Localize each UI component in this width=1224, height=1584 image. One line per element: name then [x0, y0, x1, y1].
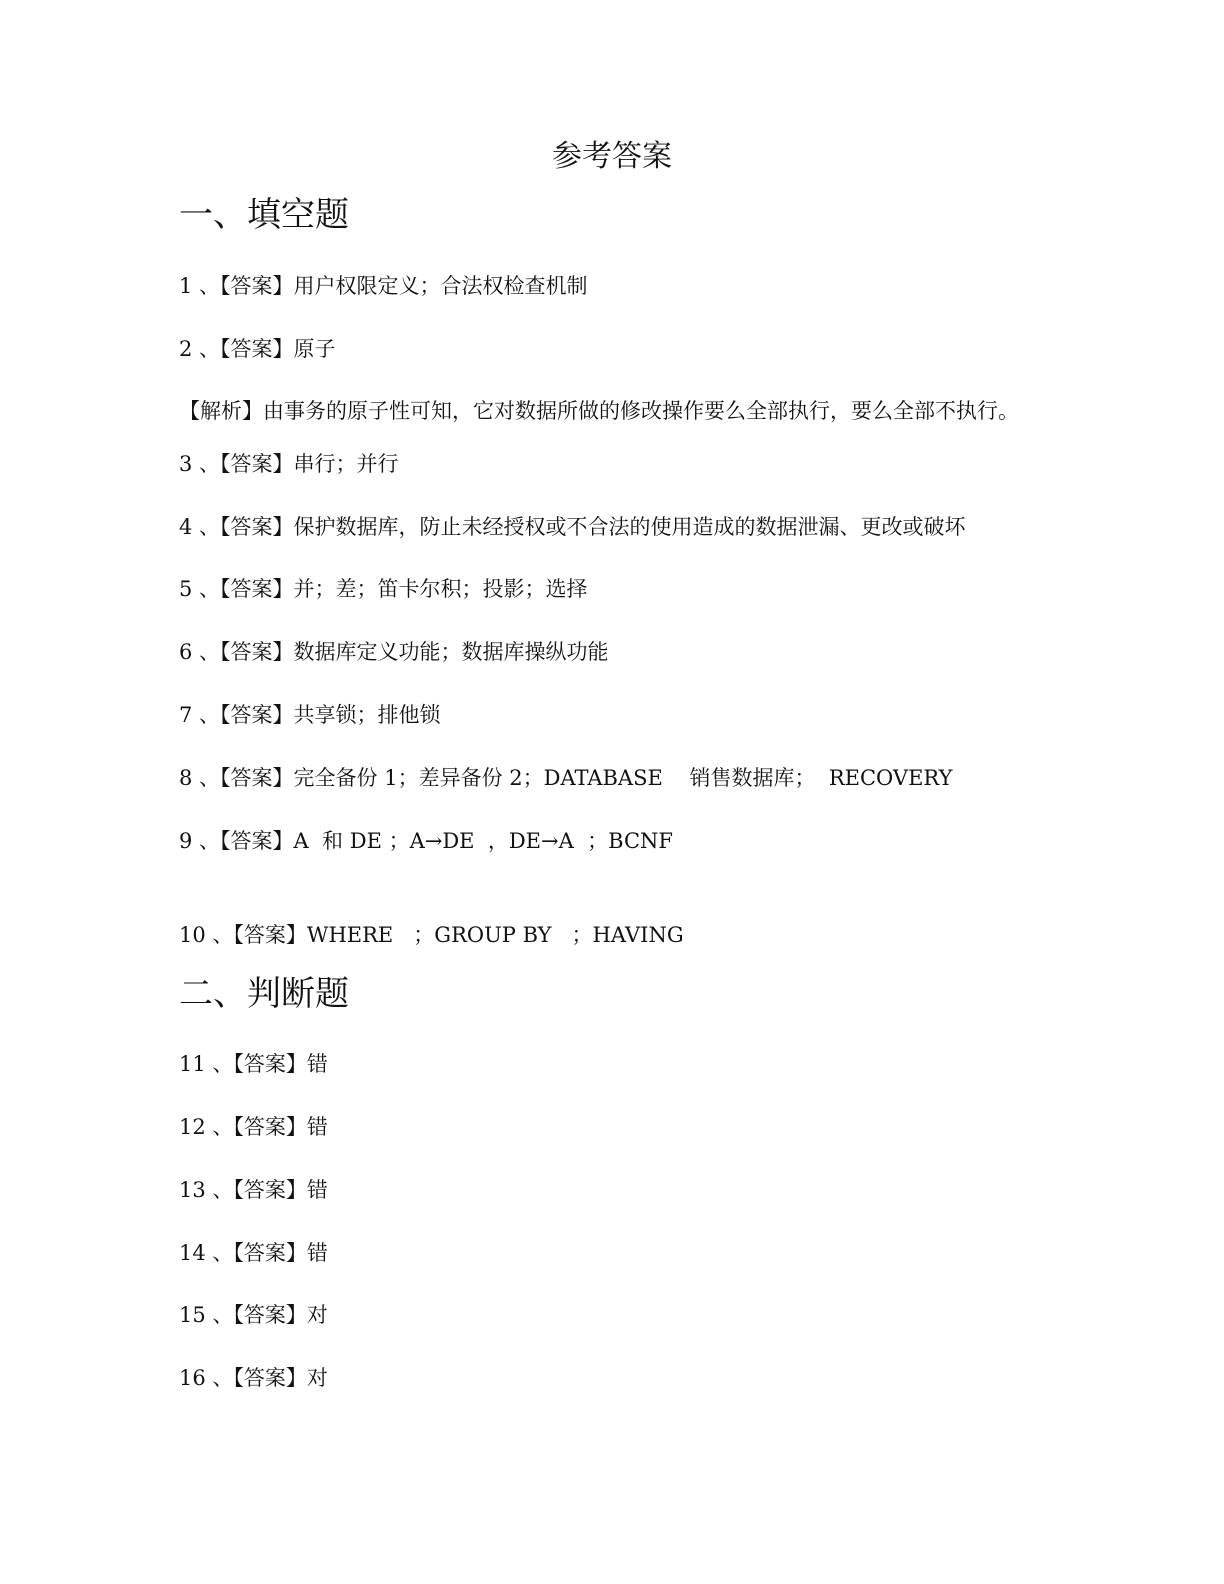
answer-line-1: 1 、【答案】用户权限定义；合法权检查机制: [179, 274, 588, 298]
page-title: 参考答案: [552, 139, 672, 174]
answer-line-6: 6 、【答案】数据库定义功能；数据库操纵功能: [179, 640, 609, 664]
analysis-line-2: 【解析】由事务的原子性可知，它对数据所做的修改操作要么全部执行，要么全部不执行。: [179, 399, 1019, 423]
answer-line-7: 7 、【答案】共享锁；排他锁: [179, 703, 441, 727]
section-heading-fill-blank: 一、填空题: [179, 195, 349, 235]
answer-line-10: 10 、【答案】WHERE ；GROUP BY ；HAVING: [179, 923, 684, 947]
answer-line-16: 16 、【答案】对: [179, 1366, 328, 1390]
answer-line-13: 13 、【答案】错: [179, 1178, 328, 1202]
answer-line-11: 11 、【答案】错: [179, 1052, 328, 1076]
answer-line-9: 9 、【答案】A 和 DE ；A→DE ，DE→A ；BCNF: [179, 829, 673, 853]
answer-line-2: 2 、【答案】原子: [179, 337, 336, 361]
answer-line-4: 4 、【答案】保护数据库，防止未经授权或不合法的使用造成的数据泄漏、更改或破坏: [179, 515, 966, 539]
answer-line-3: 3 、【答案】串行；并行: [179, 452, 399, 476]
section-heading-true-false: 二、判断题: [179, 974, 349, 1014]
answer-line-5: 5 、【答案】并；差；笛卡尔积；投影；选择: [179, 577, 588, 601]
answer-line-8: 8 、【答案】完全备份 1；差异备份 2；DATABASE 销售数据库； RECOVERY: [179, 766, 953, 790]
answer-line-15: 15 、【答案】对: [179, 1303, 328, 1327]
answer-line-12: 12 、【答案】错: [179, 1115, 328, 1139]
answer-line-14: 14 、【答案】错: [179, 1241, 328, 1265]
